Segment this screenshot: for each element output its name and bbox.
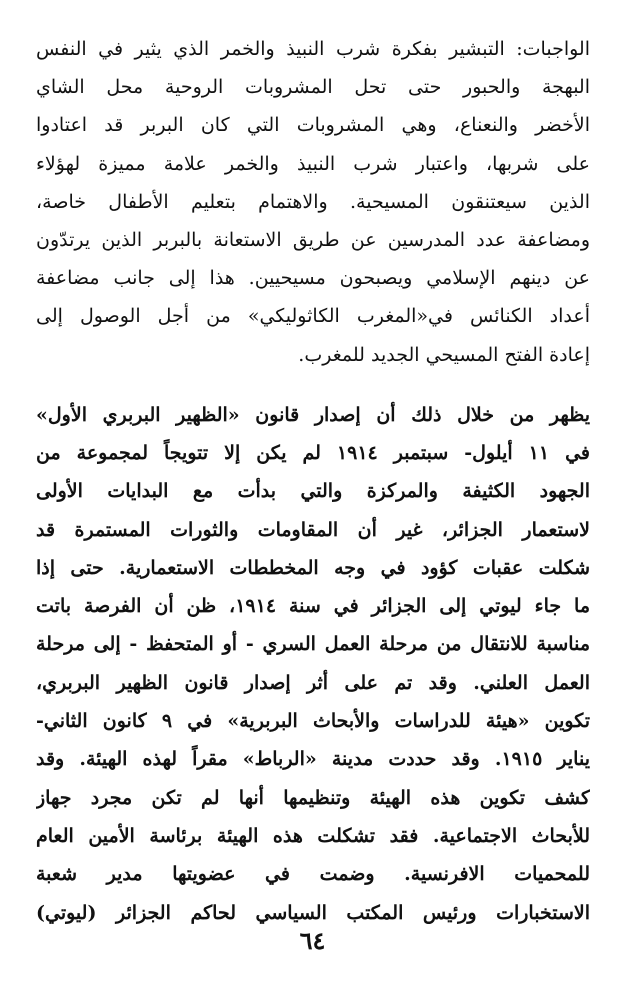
book-page	[36, 30, 590, 960]
text-line: الواجبات: التبشير بفكرة شرب النبيذ والخمر الذي يثير في النفس	[36, 38, 590, 60]
text-line: إعادة الفتح المسيحي الجديد للمغرب.	[298, 343, 590, 366]
text-line: لاستعمار الجزائر، غير أن المقاومات والثورات المستمرة قد	[36, 518, 590, 541]
text-line: الاستخبارات ورئيس المكتب السياسي لحاكم الجزائر (ليوتي)	[36, 901, 590, 924]
text-line: أعداد الكنائس في«المغرب الكاثوليكي» من أجل الوصول إلى	[36, 305, 590, 328]
text-line: مناسبة للانتقال من مرحلة العمل السري - أو المتحفظ - إلى مرحلة	[36, 633, 590, 656]
text-line: ما جاء ليوتي إلى الجزائر في سنة ١٩١٤، ظن أن الفرصة باتت	[36, 595, 590, 618]
text-line: للمحميات الافرنسية. وضمت في عضويتها مدير شعبة	[36, 863, 590, 886]
text-line: في ١١ أيلول- سبتمبر ١٩١٤ لم يكن إلا تتويجاً لمجموعة من	[36, 441, 590, 464]
text-line: يظهر من خلال ذلك أن إصدار قانون «الظهير البربري الأول»	[36, 403, 590, 426]
text-line: عن دينهم الإسلامي ويصبحون مسيحيين. هذا إلى جانب مضاعفة	[36, 267, 590, 290]
text-line: للأبحاث الاجتماعية. فقد تشكلت هذه الهيئة برئاسة الأمين العام	[36, 824, 590, 847]
text-line: تكوين «هيئة للدراسات والأبحاث البربرية» في ٩ كانون الثاني-	[36, 710, 590, 733]
text-line: الذين سيعتنقون المسيحية. والاهتمام بتعليم الأطفال خاصة،	[36, 190, 590, 213]
text-line: الأخضر والنعناع، وهي المشروبات التي كان البربر قد اعتادوا	[36, 114, 590, 137]
text-line: شكلت عقبات كؤود في وجه المخططات الاستعمارية. حتى إذا	[36, 556, 590, 579]
text-line: ومضاعفة عدد المدرسين عن طريق الاستعانة بالبربر الذين يرتدّون	[36, 228, 590, 251]
text-line: العمل العلني. وقد تم على أثر إصدار قانون الظهير البربري،	[36, 671, 590, 694]
text-line: على شربها، واعتبار شرب النبيذ والخمر علامة مميزة لهؤلاء	[36, 152, 590, 175]
text-line: الجهود الكثيفة والمركزة والتي بدأت مع البدايات الأولى	[36, 480, 590, 503]
text-line: البهجة والحبور حتى تحل المشروبات الروحية محل الشاي	[36, 76, 590, 99]
paragraph-1	[36, 30, 590, 374]
paragraph-2	[36, 396, 590, 932]
page-number: ٦٤	[299, 926, 326, 955]
text-line: كشف تكوين هذه الهيئة وتنظيمها أنها لم تكن مجرد جهاز	[36, 786, 590, 809]
text-line: يناير ١٩١٥. وقد حددت مدينة «الرباط» مقراً لهذه الهيئة. وقد	[36, 748, 590, 771]
